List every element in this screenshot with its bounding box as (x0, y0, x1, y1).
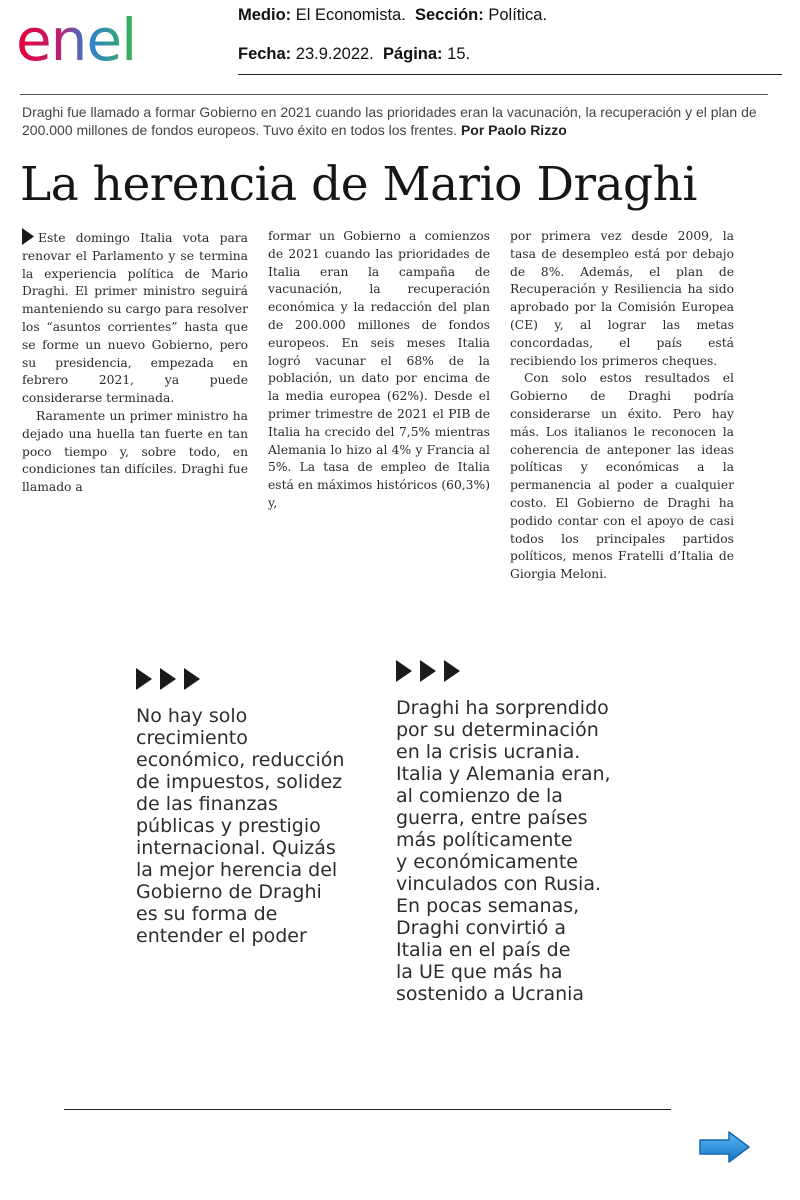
triple-arrow-icon (136, 666, 210, 692)
article-title: La herencia de Mario Draghi (20, 157, 697, 212)
triple-arrow-icon (396, 658, 470, 684)
drop-arrow-icon (22, 228, 34, 245)
date-line (238, 45, 470, 64)
kicker-text: Draghi fue llamado a formar Gobierno en 2021 cuando las prioridades eran la vacunación, la recuperación y el plan de 200.000 millones de fondos europeos. Tuvo éxito en todos los frentes. (22, 104, 757, 138)
fecha-value: 23.9.2022. (295, 45, 374, 63)
article-column-3 (510, 228, 734, 584)
medio-label: Medio: (238, 6, 292, 24)
medio-value: El Economista. (295, 6, 406, 24)
article-column-1 (22, 228, 248, 497)
seccion-value: Política. (488, 6, 548, 24)
paragraph: por primera vez desde 2009, la tasa de desempleo está por debajo de 8%. Además, el plan de Recuperación y Resiliencia ha sido aprobado por la Comisión Europea (CE) y, al lograr las metas concordadas, el país está recibiendo los primeros cheques. (510, 229, 734, 368)
paragraph: Con solo estos resultados el Gobierno de Draghi podría considerarse un éxito. Pero hay más. Los italianos le reconocen la coherencia de anteponer las ideas políticas y económicas a la permanencia al poder a cualquier costo. El Gobierno de Draghi ha podido contar con el apoyo de casi todos los principales partidos políticos, menos Fratelli d’Italia de Giorgia Meloni. (510, 371, 734, 582)
paragraph: Raramente un primer ministro ha dejado una huella tan fuerte en tan poco tiempo y, sobre todo, en condiciones tan difíciles. Draghi fue llamado a (22, 408, 248, 495)
pagina-value: 15. (447, 45, 471, 63)
right-arrow-icon[interactable] (699, 1130, 751, 1164)
enel-logo (16, 6, 170, 68)
paragraph: formar un Gobierno a comienzos de 2021 cuando las prioridades de Italia eran la campaña de vacunación, la recuperación económica y la redacción del plan de 200.000 millones de fondos europeos. En seis meses Italia logró vacunar el 68% de la población, un dato por encima de la media europea (62%). Desde el primer trimestre de 2021 el PIB de Italia ha crecido del 7,5% mientras Alemania lo hizo al 4% y Francia al 5%. La tasa de empleo de Italia está en máximos históricos (60,3%) y, (268, 229, 490, 510)
paragraph (22, 228, 248, 408)
svg-text:enel: enel (16, 6, 137, 68)
source-line (238, 6, 547, 25)
pull-quote-1: No hay solo crecimiento económico, reducción de impuestos, solidez de las finanzas públicas y prestigio internacional. Quizás la mejor herencia del Gobierno de Draghi es su forma de entender el poder (136, 705, 345, 947)
paragraph-text: Este domingo Italia vota para renovar el Parlamento y se termina la experiencia política de Mario Draghi. El primer ministro seguirá manteniendo su cargo para resolver los “asuntos corrientes” hasta que se forme un nuevo Gobierno, pero su presidencia, empezada en febrero 2021, ya puede considerarse terminada. (22, 231, 249, 406)
article-column-2 (268, 228, 490, 513)
article-kicker (22, 103, 762, 139)
article-top-rule (20, 94, 768, 95)
footer-divider (64, 1109, 671, 1110)
header-divider (238, 74, 782, 75)
byline: Por Paolo Rizzo (460, 122, 567, 138)
seccion-label: Sección: (414, 6, 484, 24)
pull-quote-2: Draghi ha sorprendido por su determinación en la crisis ucrania. Italia y Alemania eran, al comienzo de la guerra, entre países más políticamente y económicamente vinculados con Rusia. En pocas semanas, Draghi convirtió a Italia en el país de la UE que más ha sostenido a Ucrania (396, 697, 611, 1005)
pagina-label: Página: (382, 45, 443, 63)
fecha-label: Fecha: (238, 45, 292, 63)
